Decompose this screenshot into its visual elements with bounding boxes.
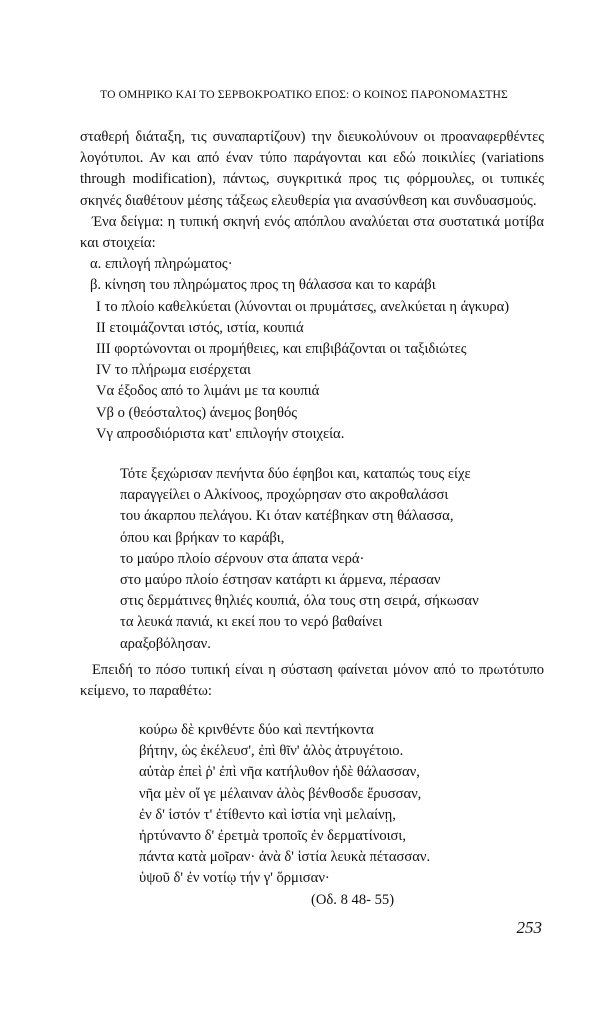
verse-line: τα λευκά πανιά, κι εκεί που το νερό βαθαίνει — [120, 614, 383, 631]
verse-line: βήτην, ὡς ἐκέλευσ', ἐπὶ θῖν' ἁλὸς ἀτρυγέτοιο. — [139, 743, 404, 760]
verse-line: όπου και βρήκαν το καράβι, — [120, 529, 285, 546]
ancient-greek-quote — [139, 720, 519, 911]
paragraph-2 — [80, 660, 544, 702]
running-header: ΤΟ ΟΜΗΡΙΚΟ ΚΑΙ ΤΟ ΣΕΡΒΟΚΡΟΑΤΙΚΟ ΕΠΟΣ: Ο ΚΟΙΝΟΣ ΠΑΡΟΝΟΜΑΣΤΗΣ — [100, 88, 508, 101]
list-item: Vα έξοδος από το λιμάνι με τα κουπιά — [96, 383, 320, 400]
verse-line: στις δερμάτινες θηλιές κουπιά, όλα τους στη σειρά, σήκωσαν — [120, 593, 479, 610]
list-item: ΙV το πλήρωμα εισέρχεται — [96, 362, 251, 379]
list-item: Ι το πλοίο καθελκύεται (λύνονται οι πρυμάτσες, ανελκύεται η άγκυρα) — [96, 298, 510, 315]
verse-line: ὑψοῦ δ' ἐν νοτίῳ τήν γ' ὅρμισαν· — [139, 870, 330, 887]
list-item: α. επιλογή πληρώματος· — [90, 256, 233, 273]
verse-line: ἠρτύναντο δ' ἐρετμὰ τροποῖς ἐν δερματίνοισι, — [139, 828, 406, 845]
verse-line: παραγγείλει ο Αλκίνοος, προχώρησαν στο ακροθαλάσσι — [120, 487, 449, 504]
verse-line: νῆα μὲν οἵ γε μέλαιναν ἁλὸς βένθοσδε ἔρυσσαν, — [139, 785, 422, 802]
main-text-block — [80, 127, 544, 445]
list-item: Vγ απροσδιόριστα κατ' επιλογήν στοιχεία. — [96, 425, 345, 442]
verse-line: ἐν δ' ἱστόν τ' ἐτίθεντο καὶ ἱστία νηὶ μελαίνῃ, — [139, 806, 396, 823]
verse-line: αραξοβόλησαν. — [120, 635, 211, 652]
example-intro: Ένα δείγμα: η τυπική σκηνή ενός απόπλου αναλύεται στα συστατικά μοτίβα και στοιχεία: — [80, 213, 544, 252]
citation: (Οδ. 8 48- 55) — [311, 891, 395, 908]
list-item: ΙΙΙ φορτώνονται οι προμήθειες, και επιβιβάζονται οι ταξιδιώτες — [96, 341, 467, 358]
verse-line: Τότε ξεχώρισαν πενήντα δύο έφηβοι και, καταπώς τους είχε — [120, 466, 471, 482]
verse-line: στο μαύρο πλοίο έστησαν κατάρτι κι άρμενα, πέρασαν — [120, 572, 441, 589]
list-item: β. κίνηση του πληρώματος προς τη θάλασσα και το καράβι — [90, 277, 436, 294]
verse-line: κούρω δὲ κρινθέντε δύο καὶ πεντήκοντα — [139, 722, 374, 738]
verse-line: το μαύρο πλοίο σέρνουν στα άπατα νερά· — [120, 550, 365, 567]
verse-line: πάντα κατὰ μοῖραν· ἀνὰ δ' ἱστία λευκὰ πέτασσαν. — [139, 849, 431, 866]
verse-line: του άκαρπου πελάγου. Κι όταν κατέβηκαν στη θάλασσα, — [120, 508, 454, 525]
modern-greek-translation — [120, 464, 550, 655]
list-item: ΙΙ ετοιμάζονται ιστός, ιστία, κουπιά — [96, 319, 304, 336]
page-number: 253 — [516, 918, 542, 937]
verse-line: αὐτὰρ ἐπεὶ ῥ' ἐπὶ νῆα κατήλυθον ἠδὲ θάλασσαν, — [139, 764, 420, 781]
paragraph-1: σταθερή διάταξη, τις συναπαρτίζουν) την διευκολύνουν οι προαναφερθέντες λογότυποι. Αν και από έναν τύπο παράγονται και εδώ ποικιλίες (variations through modification), πάντως, συγκριτικά προς τις φόρμουλες, οι τυπικές σκηνές διαθέτουν μέσης τάξεως ελευθερία για ανασύνθεση και συνδυασμούς. — [80, 129, 544, 209]
paragraph-2-text: Επειδή το πόσο τυπική είναι η σύσταση φαίνεται μόνον από το πρωτότυπο κείμενο, το παραθέτω: — [80, 662, 544, 700]
motif-list — [80, 254, 544, 445]
list-item: Vβ ο (θεόσταλτος) άνεμος βοηθός — [96, 404, 298, 421]
